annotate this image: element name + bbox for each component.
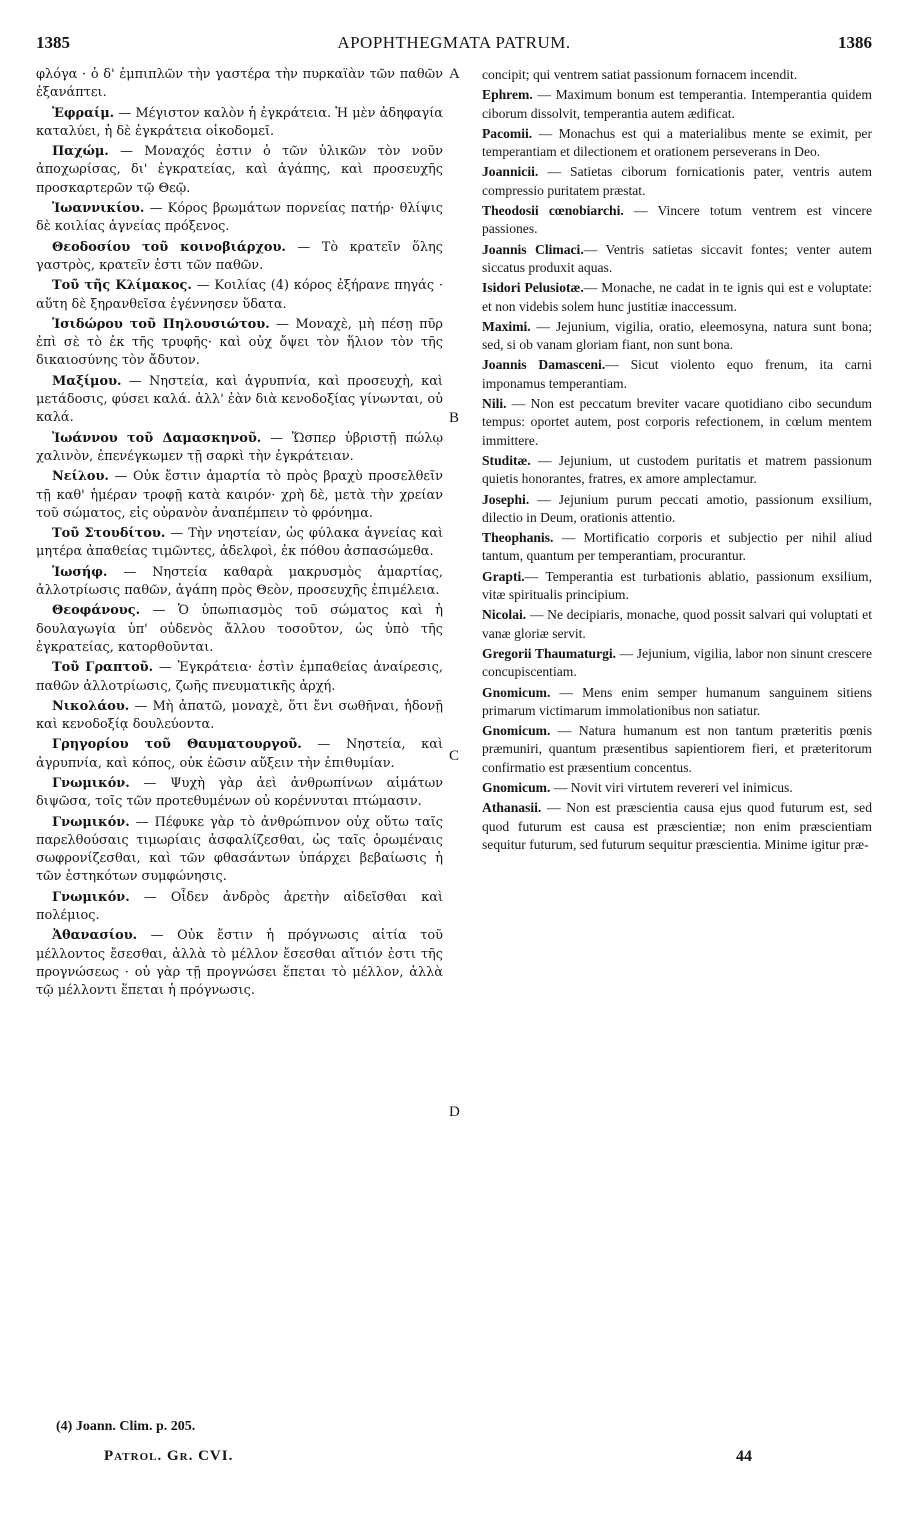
saying-entry — [482, 645, 872, 682]
saying-author: Pacomii. — [482, 125, 533, 141]
saying-author: Τοῦ Γραπτοῦ. — [52, 660, 154, 676]
saying-text: — Monachus est qui a materialibus mente se eximit, per temperantiam et dilectionem et orationem perseverans in Deo. — [482, 125, 872, 160]
saying-text: — Maximum bonum est temperantia. Intemperantia quidem ciborum dissolvit, temperantia autem ædificat. — [482, 87, 872, 121]
saying-text: — Τὸ κρατεῖν ὅλης γαστρὸς, κρατεῖν ἐστι τῶν παθῶν. — [36, 239, 443, 273]
marker-b: B — [449, 410, 460, 426]
saying-text: — Ne decipiaris, monache, quod possit salvari qui voluptati et vanæ gloriæ servit. — [482, 607, 872, 641]
saying-entry — [482, 318, 872, 355]
saying-author: Joannicii. — [482, 164, 539, 180]
saying-entry — [482, 568, 872, 605]
saying-text: — Non est præscientia causa ejus quod futurum est, sed quod futurum est causa est præscientiæ; non enim præscientiam sequitur futurum, sed futurum sequitur præscientia. Minime igitur præ- — [482, 800, 872, 852]
saying-text: — Νηστεία καθαρὰ μακρυσμὸς ἁμαρτίας, ἀλλοτρίωσις παθῶν, ἀγάπη πρὸς Θεὸν, προσευχῆς ἐπιμέλεια. — [36, 564, 443, 599]
saying-entry — [482, 163, 872, 200]
saying-entry — [36, 602, 443, 657]
saying-entry — [36, 200, 443, 237]
saying-text: — Jejunium, vigilia, oratio, eleemosyna, natura sunt bona; sed, si ob vanam gloriam fiant, non sunt bona. — [482, 318, 872, 353]
saying-entry — [36, 468, 443, 523]
saying-text: — Μοναχός ἐστιν ὁ τῶν ὑλικῶν τὸν νοῦν ἀποχωρίσας, δι' ἐγκρατείας, καὶ ἀγάπης, καὶ προσευχῆς προσκαρτερῶν τῷ Θεῷ. — [36, 144, 443, 196]
saying-text: — Satietas ciborum fornicationis pater, ventris autem compressio puritatem præstat. — [482, 164, 872, 198]
saying-entry — [36, 239, 443, 276]
saying-entry — [36, 698, 443, 735]
marker-a: A — [449, 66, 460, 82]
saying-text: — Νηστεία, καὶ ἀγρυπνία, καὶ προσευχὴ, καὶ μετάδοσις, φύσει καλά. ἀλλ' ἐὰν διὰ κενοδοξίας γίνωνται, οὐ καλά. — [36, 373, 443, 426]
saying-text: φλόγα · ὁ δ' ἐμπιπλῶν τὴν γαστέρα τὴν πυρκαϊὰν τῶν παθῶν ἐξανάπτει. — [36, 67, 443, 101]
saying-entry — [482, 86, 872, 123]
saying-text: — Mortificatio corporis et subjectio per nihil aliud tantum, quantum per temperantiam, procurantur. — [482, 530, 872, 564]
saying-entry — [36, 927, 443, 1000]
saying-text: — Πέφυκε γὰρ τὸ ἀνθρώπινον οὐχ οὕτω ταῖς παρελθούσαις τιμωρίαις ἀσφαλίζεσθαι, ὡς ταῖς ὁρωμέναις σωφρονίζεσθαι, καὶ τῶν φθασάντων ὑπάρχει βεβαίωσις ἡ τῶν ἑστηκότων συμφώνησις. — [36, 814, 443, 885]
saying-text: — Ψυχὴ γὰρ ἀεὶ ἀνθρωπίνων αἱμάτων διψῶσα, τοῖς τῶν προτεθυμένων οὐ κορέννυται πτώμασιν. — [36, 775, 443, 810]
saying-text: — Οὐκ ἔστιν ἡ πρόγνωσις αἰτία τοῦ μέλλοντος ἔσεσθαι, ἀλλὰ τὸ μέλλον ἔσεσθαι αἴτιόν ἐστι τῆς προγνώσεως · οὐ γὰρ τῇ προγνώσει ἕπεται τὸ μέλλον, ἀλλὰ τῷ μέλλοντι ἕπεται ἡ πρόγνωσις. — [36, 928, 443, 999]
saying-author: Μαξίμου. — [52, 373, 122, 389]
saying-entry — [36, 316, 443, 371]
saying-entry — [36, 659, 443, 696]
saying-text: — Οὐκ ἔστιν ἁμαρτία τὸ πρὸς βραχὺ προσελθεῖν τῇ καθ' ἡμέραν τροφῇ κατὰ καιρόν· χρὴ δὲ, μετὰ τὴν χρείαν τοῦ σώματος, εἰς οὐρανὸν ἀναπέμπειν τὸ φρόνημα. — [36, 469, 443, 521]
saying-text: — Νηστεία, καὶ ἀγρυπνία, καὶ κόπος, οὐκ ἐῶσιν αὔξειν τὴν ἐπιθυμίαν. — [36, 737, 444, 771]
saying-entry — [482, 395, 872, 450]
saying-author: Ἰσιδώρου τοῦ Πηλουσιώτου. — [52, 316, 270, 332]
section-markers — [449, 0, 469, 1540]
saying-author: Γνωμικόν. — [52, 814, 130, 830]
saying-text: — Novit viri virtutem revereri vel inimicus. — [550, 779, 793, 795]
saying-text: — Κόρος βρωμάτων πορνείας πατήρ· θλίψις δὲ κοιλίας ἁγνείας πρόξενος. — [36, 201, 443, 235]
saying-author: Γνωμικόν. — [52, 889, 130, 905]
saying-entry — [482, 125, 872, 162]
saying-entry — [36, 430, 443, 467]
saying-author: Νείλου. — [52, 469, 109, 485]
saying-entry — [36, 564, 443, 601]
marker-d: D — [449, 1104, 460, 1120]
saying-entry — [36, 373, 443, 428]
saying-author: Studitæ. — [482, 452, 531, 468]
saying-entry — [482, 684, 872, 721]
page-number-right: 1386 — [838, 33, 872, 52]
saying-author: Γνωμικόν. — [52, 775, 130, 791]
saying-entry — [482, 529, 872, 566]
saying-entry — [36, 66, 443, 103]
saying-entry — [36, 277, 443, 314]
saying-author: Ἰωαννικίου. — [52, 201, 145, 217]
saying-entry — [482, 799, 872, 854]
marker-c: C — [449, 748, 460, 764]
saying-entry — [36, 525, 443, 562]
saying-text: — Μέγιστον καλὸν ἡ ἐγκράτεια. Ἡ μὲν ἀδηφαγία καταλύει, ἡ δὲ ἐγκράτεια οἰκοδομεῖ. — [36, 105, 443, 139]
saying-author: Maximi. — [482, 318, 531, 334]
saying-entry — [482, 779, 872, 797]
saying-entry — [482, 279, 872, 316]
saying-text: — Οἶδεν ἀνδρὸς ἀρετὴν αἰδεῖσθαι καὶ πολέμιος. — [36, 889, 443, 924]
saying-text: — Natura humanum est non tantum præteritis pœnis præmuniri, quantum præsentibus sapientiorem fieri, et præteritorum confirmatio est præsentium concentus. — [482, 723, 872, 775]
saying-entry — [36, 736, 443, 773]
signature-number: 44 — [736, 1448, 752, 1465]
saying-text: — Monache, ne cadat in te ignis qui est e voluptate: et non videbis solem hunc justitiæ inaccessum. — [482, 280, 873, 314]
page-number-left: 1385 — [36, 33, 70, 52]
saying-author: Ἀθανασίου. — [52, 928, 138, 944]
signature-mark: Patrol. Gr. CVI. — [104, 1448, 234, 1464]
saying-entry — [36, 105, 443, 142]
saying-entry — [36, 814, 443, 887]
saying-author: Athanasii. — [482, 800, 542, 816]
saying-entry — [36, 775, 443, 812]
saying-author: Gnomicum. — [482, 779, 551, 795]
saying-author: Grapti. — [482, 568, 525, 584]
saying-author: Gnomicum. — [482, 723, 551, 739]
saying-text: — Non est peccatum breviter vacare quotidiano cibo secundum tempus: oportet autem, post corporis refectionem, in cœlum mentem immittere. — [482, 396, 872, 448]
saying-author: Ephrem. — [482, 87, 533, 103]
saying-text: — Μοναχὲ, μὴ πέσῃ πῦρ ἐπὶ σὲ τὸ ἐκ τῆς τρυφῆς· καὶ οὐχ ὄψει τὸν ἥλιον τὸν τῆς δικαιοσύνης τὸν ἄδυτον. — [36, 316, 444, 369]
saying-author: Theodosii cœnobiarchi. — [482, 203, 624, 219]
saying-entry — [482, 66, 872, 84]
saying-entry — [36, 143, 443, 198]
saying-text: — Jejunium, ut custodem puritatis et matrem passionum quietis honorantes, fratres, ex amore amplectamur. — [482, 452, 872, 487]
saying-entry — [482, 491, 872, 528]
saying-text: — Temperantia est turbationis ablatio, passionum exsilium, vitæ spiritualis principium. — [482, 568, 872, 603]
saying-text: — Jejunium, vigilia, labor non sinunt crescere concupiscentiam. — [482, 645, 872, 680]
saying-text: — Mens enim semper humanum sanguinem sitiens primarum victimarum immolationibus non satiatur. — [482, 684, 872, 718]
saying-author: Θεοφάνους. — [52, 603, 141, 619]
greek-column — [36, 66, 443, 1001]
saying-text: — Jejunium purum peccati amotio, passionum exsilium, dilectio in Deum, orationis attentio. — [482, 491, 872, 525]
saying-author: Joannis Climaci. — [482, 241, 584, 257]
saying-entry — [482, 606, 872, 643]
saying-author: Τοῦ τῆς Κλίμακος. — [52, 278, 192, 294]
saying-text: — Μὴ ἀπατῶ, μοναχὲ, ὅτι ἔνι σωθῆναι, ἡδονῇ καὶ κενοδοξίᾳ δουλεύοντα. — [36, 698, 443, 733]
footnote: (4) Joann. Clim. p. 205. — [56, 1419, 196, 1434]
saying-entry — [482, 356, 872, 393]
saying-author: Τοῦ Στουδίτου. — [52, 526, 166, 542]
saying-entry — [482, 202, 872, 239]
saying-author: Ἐφραίμ. — [52, 105, 115, 121]
saying-text: — Ὥσπερ ὑβριστῇ πώλῳ χαλινὸν, ἐπενέγκωμεν τῇ σαρκὶ τὴν ἐγκράτειαν. — [36, 430, 443, 464]
saying-author: Ἰωάννου τοῦ Δαμασκηνοῦ. — [52, 430, 262, 446]
saying-author: Josephi. — [482, 491, 530, 507]
saying-text: — Vincere totum ventrem est vincere passiones. — [482, 203, 872, 237]
saying-author: Θεοδοσίου τοῦ κοινοβιάρχου. — [52, 239, 286, 255]
saying-author: Νικολάου. — [52, 698, 130, 714]
saying-author: Nili. — [482, 396, 507, 412]
saying-entry — [36, 889, 443, 926]
saying-author: Isidori Pelusiotæ. — [482, 280, 584, 296]
saying-author: Gnomicum. — [482, 684, 551, 700]
saying-entry — [482, 241, 872, 278]
saying-author: Gregorii Thaumaturgi. — [482, 645, 617, 661]
saying-author: Παχώμ. — [52, 144, 109, 160]
running-title: ΑΡΟΡΗΤΗΕGΜΑΤΑ PATRUM. — [337, 33, 571, 52]
saying-text: — Ἐγκράτεια· ἐστὶν ἐμπαθείας ἀναίρεσις, παθῶν ἀλλοτρίωσις, ζωῆς πνευματικῆς ἀρχή. — [36, 660, 444, 694]
saying-entry — [482, 452, 872, 489]
saying-entry — [482, 722, 872, 777]
saying-text: — Τὴν νηστείαν, ὡς φύλακα ἁγνείας καὶ μητέρα ἀπαθείας τιμῶντες, ἀδελφοὶ, ἐκ πόθου ἀσπασώμεθα. — [36, 526, 443, 560]
saying-author: Joannis Damasceni. — [482, 357, 606, 373]
saying-text: — Ventris satietas siccavit fontes; venter autem siccatus produxit aquas. — [482, 241, 872, 275]
saying-text: — Sicut violento equo frenum, ita carni imponamus temperantiam. — [482, 357, 872, 391]
latin-column — [482, 66, 872, 854]
saying-text: — Ὁ ὑπωπιασμὸς τοῦ σώματος καὶ ἡ δουλαγωγία ὑπ' οὐδενὸς ἄλλου τοσοῦτον, ὡς ὑπὸ τῆς ἐγκρατείας, κατορθοῦνται. — [36, 603, 443, 655]
saying-author: Nicolai. — [482, 607, 527, 623]
saying-author: Γρηγορίου τοῦ Θαυματουργοῦ. — [52, 737, 302, 753]
saying-author: Theophanis. — [482, 530, 554, 546]
saying-text: — Κοιλίας (4) κόρος ἐξήρανε πηγάς · αὕτη δὲ ξηρανθεῖσα ἐγέννησεν ὕδατα. — [36, 278, 444, 312]
saying-author: Ἰωσήφ. — [52, 564, 108, 580]
saying-text: concipit; qui ventrem satiat passionum fornacem incendit. — [482, 67, 798, 82]
